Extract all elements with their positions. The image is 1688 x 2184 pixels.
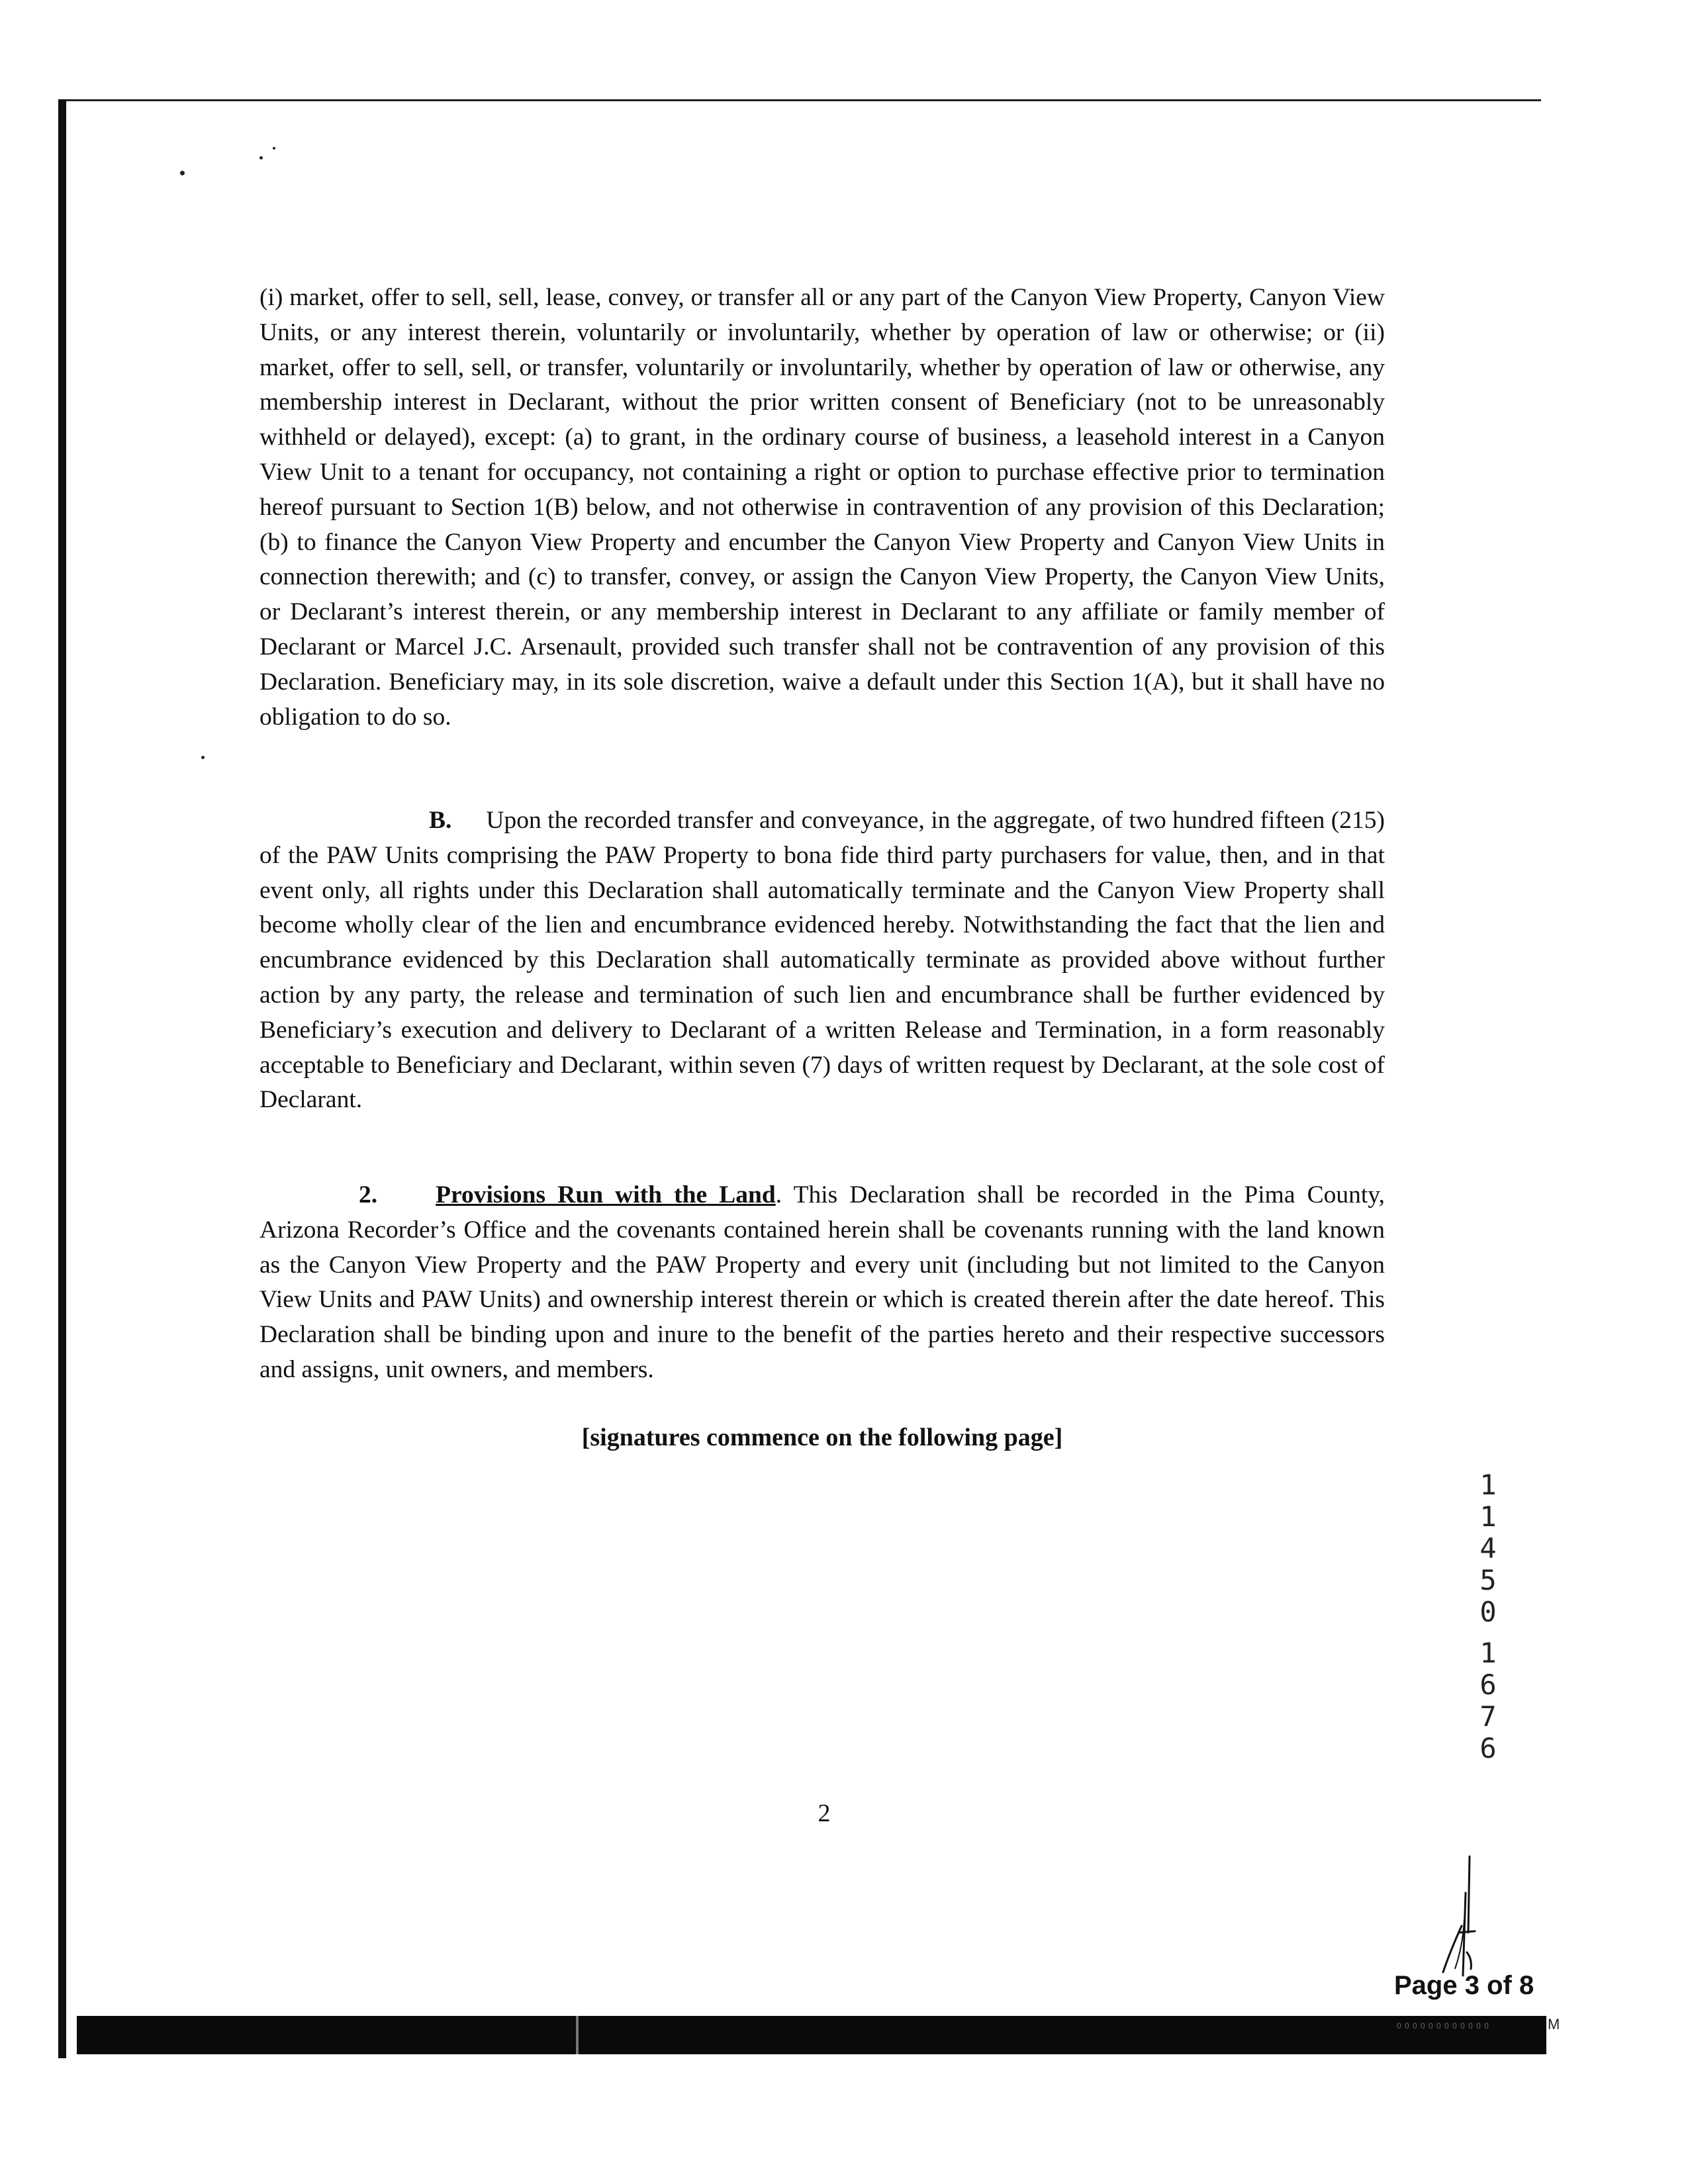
scan-left-edge xyxy=(58,99,66,2058)
scan-speck xyxy=(180,171,185,175)
paragraph-1b-label: B. xyxy=(429,807,452,834)
scan-bottom-bar-gap xyxy=(576,2016,579,2054)
paragraph-1a: (i) market, offer to sell, sell, lease, convey, or transfer all or any part of the Canyon View Property, Canyon View Units, or any interest therein, voluntarily or involuntarily, whether by operation of law or otherwise; or (ii) market, offer to sell, sell, or transfer, voluntarily or involuntarily, whether by operation of law or otherwise, any membership interest in Declarant, without the prior written consent of Beneficiary (not to be unreasonably withheld or delayed), except: (a) to grant, in the ordinary course of business, a leasehold interest in a Canyon View Unit to a tenant for occupancy, not containing a right or option to purchase effective prior to termination hereof pursuant to Section 1(B) below, and not otherwise in contravention of any provision of this Declaration; (b) to finance the Canyon View Property and encumber the Canyon View Property and Canyon View Units in connection therewith; and (c) to transfer, convey, or assign the Canyon View Property, the Canyon View Units, or Declarant’s interest therein, or any membership interest in Declarant to any affiliate or family member of Declarant or Marcel J.C. Arsenault, provided such transfer shall not be contravention of any provision of this Declaration. Beneficiary may, in its sole discretion, waive a default under this Section 1(A), but it shall have no obligation to do so. xyxy=(259,284,1385,731)
docket-digit: 0 xyxy=(1479,1596,1497,1628)
recorder-docket-number xyxy=(1468,1469,1508,1628)
scan-bar-letter: M xyxy=(1548,2016,1560,2032)
scan-bar-code: 0 0 0 0 0 0 0 0 0 0 0 0 xyxy=(1397,2021,1489,2030)
page-digit: 7 xyxy=(1479,1700,1497,1733)
docket-digit: 5 xyxy=(1479,1564,1497,1596)
page-digit: 1 xyxy=(1479,1637,1497,1669)
initials-signature-mark xyxy=(1423,1853,1503,1979)
section-2-heading: Provisions Run with the Land xyxy=(436,1181,776,1208)
scan-speck xyxy=(273,147,275,150)
docket-digit: 4 xyxy=(1479,1532,1497,1565)
paragraph-1b-text: Upon the recorded transfer and conveyance, in the aggregate, of two hundred fifteen (215) of the PAW Units comprising the PAW Property to bona fide third party purchasers for value, then, and in that event only, all rights under this Declaration shall automatically terminate and the Canyon View Property shall become wholly clear of the lien and encumbrance evidenced hereby. Notwithstanding the fact that the lien and encumbrance evidenced by this Declaration shall automatically terminate as provided above without further action by any party, the release and termination of such lien and encumbrance shall be further evidenced by Beneficiary’s execution and delivery to Declarant of a written Release and Termination, in a form reasonably acceptable to Beneficiary and Declarant, within seven (7) days of written request by Declarant, at the sole cost of Declarant. xyxy=(259,807,1385,1114)
scan-bottom-bar xyxy=(77,2016,1546,2054)
section-2-text: . This Declaration shall be recorded in the Pima County, Arizona Recorder’s Office and the covenants contained herein shall be covenants running with the land known as the Canyon View Property and the PAW Property and every unit (including but not limited to the Canyon View Units and PAW Units) and ownership interest therein or which is created therein after the date hereof. This Declaration shall be binding upon and inure to the benefit of the parties hereto and their respective successors and assigns, unit owners, and members. xyxy=(259,1181,1385,1383)
scan-top-rule xyxy=(58,99,1541,101)
page-digit: 6 xyxy=(1479,1668,1497,1701)
page-of-stamp: Page 3 of 8 xyxy=(1394,1971,1534,2000)
signature-note: [signatures commence on the following page] xyxy=(581,1424,1063,1451)
scan-speck xyxy=(259,156,263,159)
section-2 xyxy=(259,1178,1385,1388)
page-number: 2 xyxy=(818,1799,831,1827)
page-digit: 6 xyxy=(1479,1732,1497,1764)
recorder-page-number xyxy=(1468,1637,1508,1764)
section-2-number: 2. xyxy=(359,1181,378,1208)
docket-digit: 1 xyxy=(1479,1500,1497,1533)
docket-digit: 1 xyxy=(1479,1469,1497,1501)
scan-speck xyxy=(201,756,205,759)
paragraph-1b xyxy=(259,803,1385,1118)
